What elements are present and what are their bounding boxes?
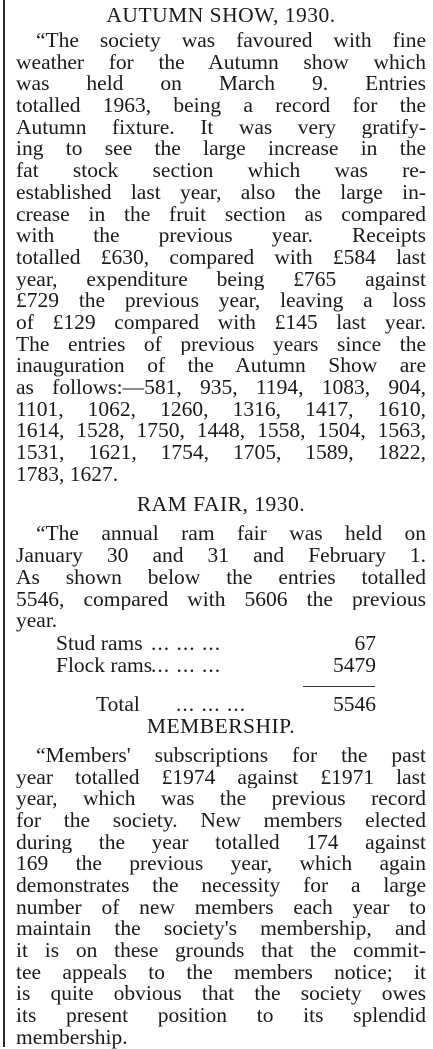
text-line: with the previous year. Receipts — [16, 225, 426, 247]
row-label: Flock rams — [56, 652, 153, 677]
text-line: for the society. New members elected — [16, 809, 426, 832]
column-rule — [3, 0, 5, 1047]
text-line: year, expenditure being £765 against — [16, 268, 426, 291]
text-line: tee appeals to the members notice; it — [16, 961, 426, 984]
text-line: “The society was favoured with fine — [36, 30, 426, 52]
text-line: during the year totalled 174 against — [16, 831, 426, 854]
text-line: inauguration of the Autumn Show are — [16, 355, 426, 377]
leader-dots: ... ... ... — [151, 630, 222, 655]
article-column — [16, 4, 426, 1049]
text-line: year. — [16, 610, 58, 632]
text-line: As shown below the entries totalled — [16, 566, 426, 589]
text-line: year totalled £1974 against £1971 last — [16, 766, 426, 789]
text-line: crease in the fruit section as compared — [16, 203, 426, 226]
text-line: “The annual ram fair was held on — [36, 523, 426, 546]
total-row — [56, 693, 376, 715]
text-line: demonstrates the necessity for a large — [16, 875, 426, 897]
text-line: totalled 1963, being a record for the — [16, 95, 426, 117]
membership-heading: MEMBERSHIP. — [146, 713, 296, 738]
ram-fair-heading: RAM FAIR, 1930. — [136, 492, 306, 517]
text-line: “Members' subscriptions for the past — [36, 744, 426, 767]
text-line: was held on March 9. Entries — [16, 73, 426, 96]
text-line: 5546, compared with 5606 the previous — [16, 588, 426, 611]
text-line: established last year, also the large in- — [16, 181, 426, 204]
text-line: 169 the previous year, which again — [16, 853, 426, 875]
autumn-show-heading: AUTUMN SHOW, 1930. — [106, 3, 336, 27]
text-line: is quite obvious that the society owes — [16, 983, 426, 1006]
text-line: January 30 and 31 and February 1. — [16, 545, 426, 567]
text-line: fat stock section which was re- — [16, 160, 426, 182]
total-value: 5546 — [333, 691, 376, 716]
text-line: year, which was the previous record — [16, 788, 426, 810]
text-line: number of new members each year to — [16, 896, 426, 919]
text-line: as follows:—581, 935, 1194, 1083, 904, — [16, 377, 426, 399]
text-line: The entries of previous years since the — [16, 333, 426, 356]
text-line: 1101, 1062, 1260, 1316, 1417, 1610, — [16, 398, 426, 421]
text-line: membership. — [16, 1026, 128, 1049]
table-row — [56, 654, 376, 676]
text-line: 1614, 1528, 1750, 1448, 1558, 1504, 1563, — [16, 420, 426, 443]
row-value: 5479 — [333, 652, 376, 677]
text-line: it is on these grounds that the commit- — [16, 940, 426, 962]
text-line: its present position to its splendid — [16, 1005, 426, 1027]
text-line: 1531, 1621, 1754, 1705, 1589, 1822, — [16, 442, 426, 464]
membership-paragraph — [16, 745, 426, 1049]
text-line: ing to see the large increase in the — [16, 138, 426, 161]
text-line: weather for the Autumn show which — [16, 51, 426, 74]
ram-fair-paragraph — [16, 523, 426, 631]
text-line: totalled £630, compared with £584 last — [16, 246, 426, 269]
text-line: £729 the previous year, leaving a loss — [16, 290, 426, 312]
leader-dots: ... ... ... — [176, 691, 247, 716]
text-line: maintain the society's membership, and — [16, 918, 426, 941]
row-label: Stud rams — [56, 630, 143, 655]
table-row — [56, 632, 376, 654]
autumn-show-paragraph — [16, 30, 426, 485]
ram-entries-table — [56, 632, 376, 715]
text-line: of £129 compared with £145 last year. — [16, 311, 426, 334]
row-value: 67 — [354, 630, 376, 655]
total-label: Total — [96, 691, 140, 716]
text-line: 1783, 1627. — [16, 463, 119, 486]
total-rule — [303, 686, 375, 687]
text-line: Autumn fixture. It was very gratify- — [16, 116, 426, 139]
leader-dots: ... ... ... — [151, 652, 222, 677]
